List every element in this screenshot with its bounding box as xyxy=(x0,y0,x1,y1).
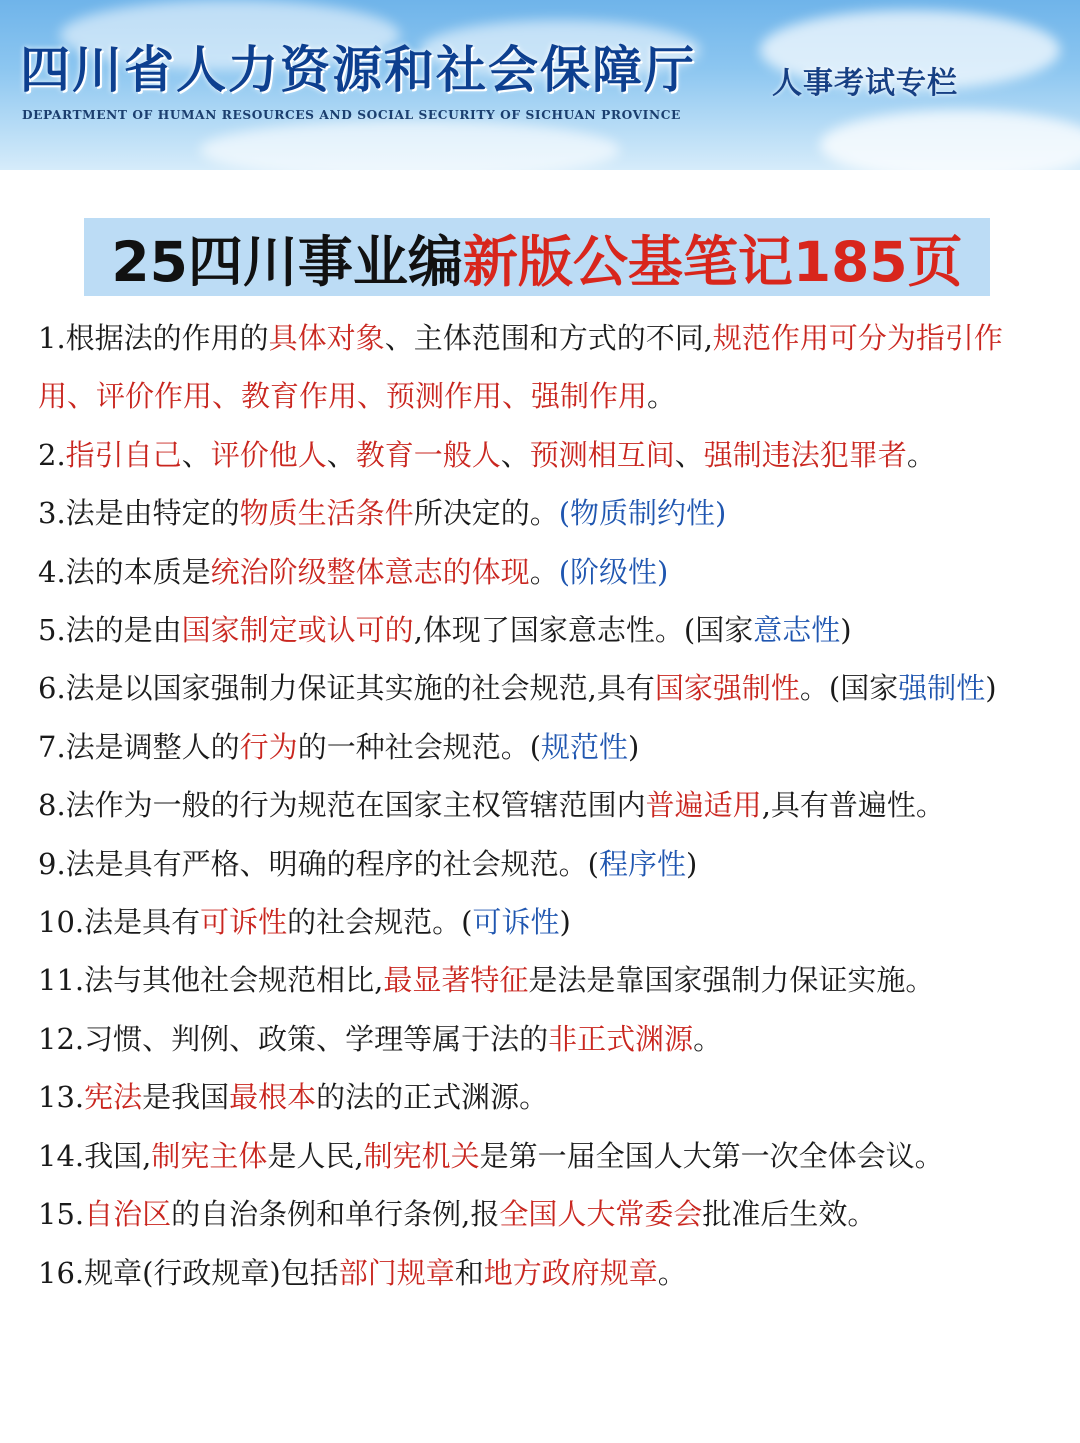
note-text: 1.根据法的作用的 xyxy=(38,321,269,355)
note-item xyxy=(38,543,1048,601)
key-term: 自治区 xyxy=(84,1197,172,1232)
column-label: 人事考试专栏 xyxy=(772,66,958,101)
note-text: 。 xyxy=(529,554,559,589)
note-text: 的社会规范。( xyxy=(287,905,473,940)
key-term: 教育一般人 xyxy=(355,437,501,472)
key-term: 制宪主体 xyxy=(151,1138,268,1173)
note-text: ) xyxy=(840,613,852,648)
note-item xyxy=(38,776,1048,834)
key-term: 国家制定或认可的 xyxy=(181,613,414,648)
key-term: 地方政府规章 xyxy=(483,1255,658,1290)
property-tag: 规范性 xyxy=(541,729,629,764)
note-text: ) xyxy=(628,729,640,764)
key-term: 非正式渊源 xyxy=(548,1021,694,1056)
note-item xyxy=(38,1244,1048,1302)
note-text: 14.我国, xyxy=(38,1138,152,1173)
note-text: 5.法的是由 xyxy=(38,613,182,648)
key-term: 统治阶级整体意志的体现 xyxy=(210,554,530,589)
note-text: 13. xyxy=(38,1080,85,1115)
note-text: ,具有普遍性。 xyxy=(761,788,945,823)
page-title xyxy=(111,218,962,297)
note-item xyxy=(38,1127,1048,1185)
key-term: 指引自己 xyxy=(65,437,182,472)
note-text: 、主体范围和方式的不同, xyxy=(384,321,713,355)
key-term: 物质生活条件 xyxy=(239,496,414,531)
note-text: 是法是靠国家强制力保证实施。 xyxy=(528,963,935,998)
note-text: 。 xyxy=(906,437,936,472)
note-text: 、 xyxy=(674,437,704,472)
key-term: 最显著特征 xyxy=(383,963,529,998)
note-item xyxy=(38,1010,1048,1068)
note-text: ) xyxy=(985,671,997,706)
key-term: 评价他人 xyxy=(210,437,327,472)
note-text: 12.习惯、判例、政策、学理等属于法的 xyxy=(38,1021,549,1056)
property-tag: (阶级性) xyxy=(558,554,669,589)
key-term: 可诉性 xyxy=(200,905,288,940)
note-item xyxy=(38,1068,1048,1126)
key-term: 最根本 xyxy=(229,1080,317,1115)
note-text: 批准后生效。 xyxy=(702,1197,877,1232)
note-text: 、 xyxy=(500,437,530,472)
note-text: 的自治条例和单行条例,报 xyxy=(171,1197,500,1232)
title-highlight-box xyxy=(84,218,990,296)
note-item xyxy=(38,1185,1048,1243)
note-text: 16.规章(行政规章)包括 xyxy=(38,1255,339,1290)
cloud-decoration xyxy=(820,110,1080,170)
property-tag: 强制性 xyxy=(898,671,986,706)
note-text: 的一种社会规范。( xyxy=(297,729,542,764)
note-item xyxy=(38,893,1048,951)
title-plain: 25四川事业编 xyxy=(111,229,463,294)
note-text: 8.法作为一般的行为规范在国家主权管辖范围内 xyxy=(38,788,646,823)
note-text: 是我国 xyxy=(142,1080,230,1115)
note-item xyxy=(38,835,1048,893)
note-text: 3.法是由特定的 xyxy=(38,496,240,531)
key-term: 部门规章 xyxy=(338,1255,455,1290)
note-text: 4.法的本质是 xyxy=(38,554,211,589)
note-item xyxy=(38,718,1048,776)
note-text: 、 xyxy=(326,437,356,472)
cloud-decoration xyxy=(200,120,620,170)
note-text: 和 xyxy=(454,1255,484,1290)
note-text: 是第一届全国人大第一次全体会议。 xyxy=(479,1138,944,1173)
property-tag: (物质制约性) xyxy=(558,496,727,531)
property-tag: 意志性 xyxy=(753,613,841,648)
note-text: 的法的正式渊源。 xyxy=(316,1080,549,1115)
department-name-english: DEPARTMENT OF HUMAN RESOURCES AND SOCIAL SECURITY OF SICHUAN PROVINCE xyxy=(22,108,681,122)
key-term: 宪法 xyxy=(84,1080,143,1115)
note-item xyxy=(38,951,1048,1009)
note-item xyxy=(38,659,1048,717)
note-text: 。(国家 xyxy=(799,671,899,706)
key-term: 全国人大常委会 xyxy=(499,1197,703,1232)
note-text: 11.法与其他社会规范相比, xyxy=(38,963,384,998)
note-text: 6.法是以国家强制力保证其实施的社会规范,具有 xyxy=(38,671,655,706)
key-term: 行为 xyxy=(239,729,298,764)
note-text: 。 xyxy=(647,379,677,414)
note-text: 。 xyxy=(693,1021,723,1056)
note-text: ) xyxy=(559,905,571,940)
note-text: 7.法是调整人的 xyxy=(38,729,240,764)
note-text: 是人民, xyxy=(267,1138,364,1173)
note-text: 10.法是具有 xyxy=(38,905,201,940)
key-term: 制宪机关 xyxy=(363,1138,480,1173)
department-name: 四川省人力资源和社会保障厅 xyxy=(20,40,696,99)
note-text: ) xyxy=(686,846,698,881)
note-item xyxy=(38,601,1048,659)
key-term: 规范作用可分为指引作用、评价作用、教育作用、预测作用、强制作用 xyxy=(38,321,1003,414)
key-term: 普遍适用 xyxy=(645,788,762,823)
note-text: 。 xyxy=(657,1255,687,1290)
note-text: 15. xyxy=(38,1197,85,1232)
note-text: ,体现了国家意志性。(国家 xyxy=(413,613,754,648)
property-tag: 可诉性 xyxy=(472,905,560,940)
note-item xyxy=(38,484,1048,542)
note-text: 所决定的。 xyxy=(413,496,559,531)
key-term: 国家强制性 xyxy=(654,671,800,706)
note-text: 9.法是具有严格、明确的程序的社会规范。( xyxy=(38,846,599,881)
property-tag: 程序性 xyxy=(598,846,686,881)
note-item xyxy=(38,426,1048,484)
notes-list xyxy=(38,309,1048,1302)
key-term: 预测相互间 xyxy=(529,437,675,472)
header-banner xyxy=(0,0,1080,170)
title-highlight: 新版公基笔记185页 xyxy=(462,229,963,294)
key-term: 强制违法犯罪者 xyxy=(703,437,907,472)
note-text: 、 xyxy=(181,437,211,472)
note-item xyxy=(38,309,1048,426)
key-term: 具体对象 xyxy=(268,321,385,355)
note-text: 2. xyxy=(38,437,66,472)
